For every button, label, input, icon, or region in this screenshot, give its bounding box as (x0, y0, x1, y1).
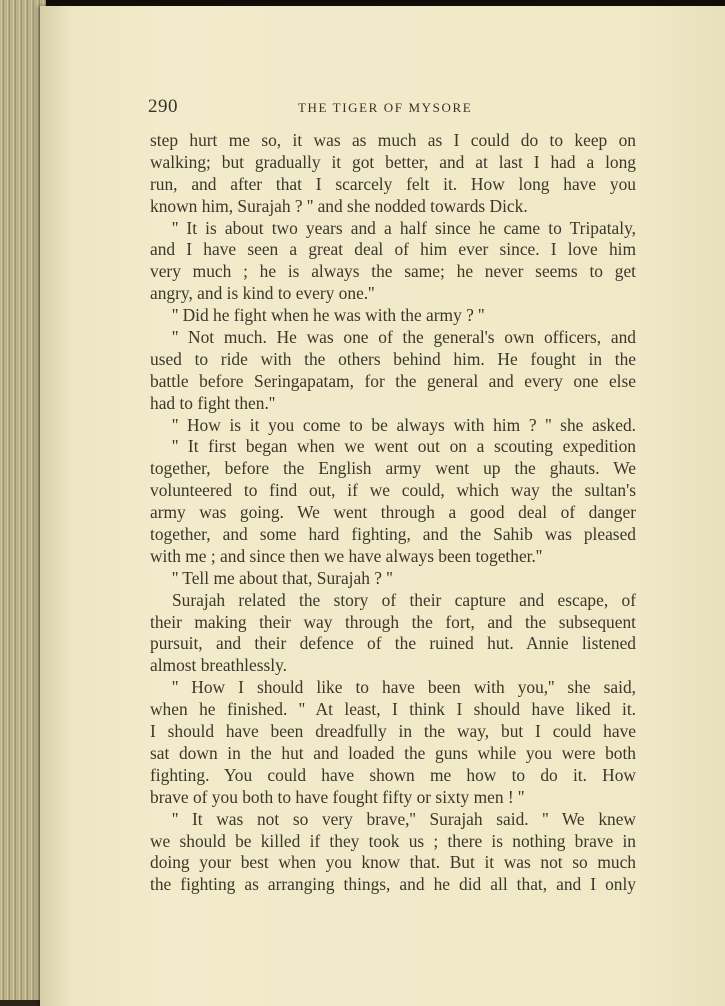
text-line: '' Not much. He was one of the general's own officers, and (172, 327, 636, 348)
text-line: '' Tell me about that, Surajah ? '' (172, 567, 393, 588)
text-line: '' Did he fight when he was with the army ? '' (172, 305, 485, 326)
text-line: army was going. We went through a good deal of danger (150, 502, 636, 523)
text-line: angry, and is kind to every one.'' (150, 283, 375, 304)
text-line: together, before the English army went up the ghauts. We (150, 458, 636, 479)
text-line: step hurt me so, it was as much as I could do to keep on (150, 130, 636, 150)
text-line: together, and some hard fighting, and the Sahib was pleased (150, 524, 636, 545)
text-line: '' It was not so very brave,'' Surajah said. '' We knew (172, 808, 636, 829)
text-line: Surajah related the story of their capture and escape, of (172, 589, 636, 610)
body-text (150, 130, 636, 896)
text-line: fighting. You could have shown me how to do it. How (150, 764, 636, 785)
text-line: '' It first began when we went out on a scouting expedition (172, 436, 636, 457)
text-line: volunteered to find out, if we could, which way the sultan's (150, 480, 636, 501)
text-line: their making their way through the fort, and the subsequent (150, 611, 636, 632)
text-line: sat down in the hut and loaded the guns while you were both (150, 742, 636, 763)
text-line: we should be killed if they took us ; there is nothing brave in (150, 830, 636, 851)
text-line: the fighting as arranging things, and he did all that, and I only (150, 874, 636, 895)
text-line: battle before Seringapatam, for the general and every one else (150, 370, 636, 391)
text-line: pursuit, and their defence of the ruined hut. Annie listened (150, 633, 636, 654)
text-line: when he finished. '' At least, I think I should have liked it. (150, 699, 636, 720)
text-line: doing your best when you know that. But it was not so much (150, 852, 636, 873)
page-number: 290 (148, 96, 178, 117)
page-header (148, 96, 638, 126)
text-line: had to fight then.'' (150, 392, 276, 413)
text-line: walking; but gradually it got better, and at last I had a long (150, 151, 636, 172)
text-line: known him, Surajah ? '' and she nodded towards Dick. (150, 195, 528, 216)
text-line: very much ; he is always the same; he never seems to get (150, 261, 636, 282)
running-title: THE TIGER OF MYSORE (298, 100, 473, 115)
text-line: with me ; and since then we have always been together.'' (150, 545, 543, 566)
text-line: and I have seen a great deal of him ever since. I love him (150, 239, 636, 260)
text-line: brave of you both to have fought fifty or sixty men ! '' (150, 786, 525, 807)
text-line: used to ride with the others behind him. He fought in the (150, 348, 636, 369)
text-line: '' It is about two years and a half since he came to Tripataly, (172, 217, 636, 238)
text-line: I should have been dreadfully in the way, but I could have (150, 721, 636, 742)
text-line: almost breathlessly. (150, 655, 288, 676)
text-line: run, and after that I scarcely felt it. How long have you (150, 173, 636, 194)
text-line: '' How I should like to have been with you,'' she said, (172, 677, 636, 698)
text-line: '' How is it you come to be always with him ? '' she asked. (172, 414, 636, 435)
